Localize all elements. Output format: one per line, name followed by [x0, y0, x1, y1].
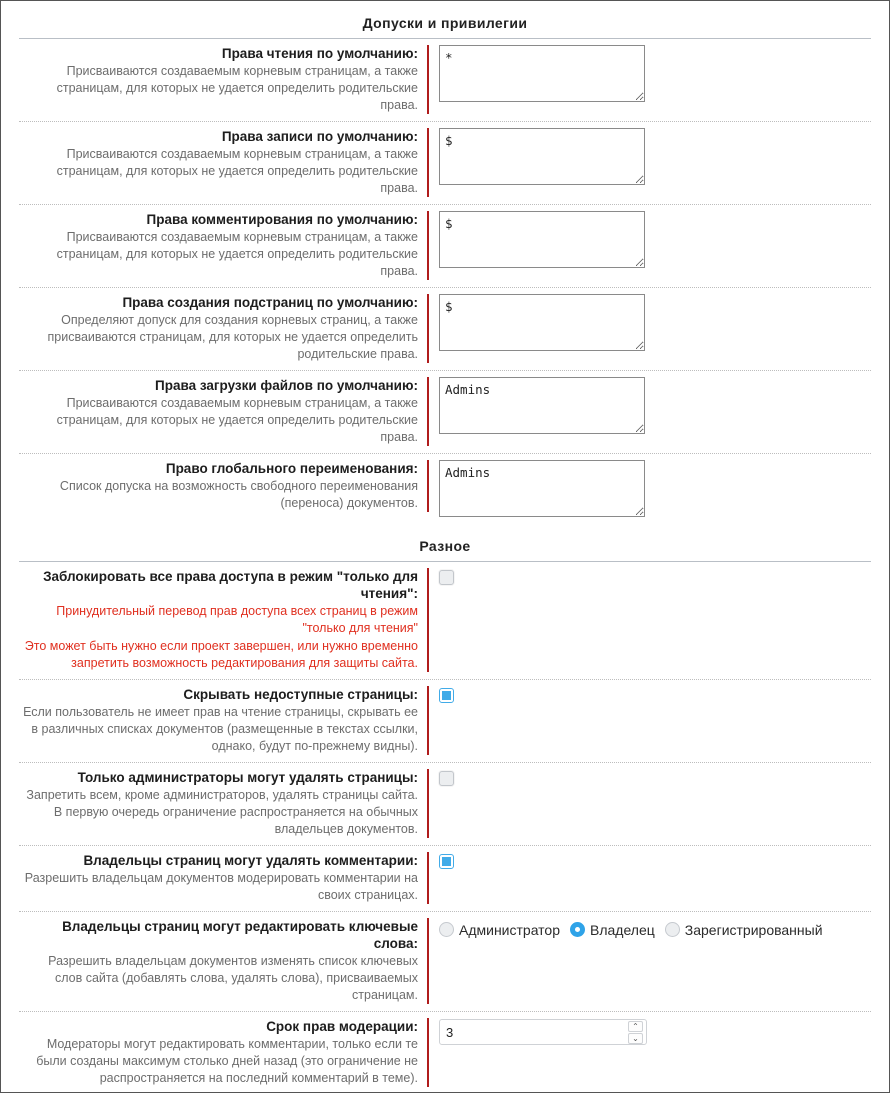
label-column-owners-delete-comments	[19, 852, 429, 904]
section-title-privileges: Допуски и привилегии	[362, 15, 528, 31]
label-column-lock-all-readonly	[19, 568, 429, 672]
field-column-owners-edit-keywords	[429, 918, 871, 942]
textarea-default-file-upload-rights[interactable]	[439, 377, 645, 434]
spinner-buttons-moderation-rights-period	[628, 1021, 643, 1044]
row-title-moderation-rights-period: Срок прав модерации:	[266, 1019, 418, 1034]
textarea-global-rename-right[interactable]	[439, 460, 645, 517]
textarea-default-subpage-create-rights[interactable]	[439, 294, 645, 351]
section-body-misc	[19, 562, 871, 1093]
radio-option-owners-edit-keywords-0[interactable]	[439, 922, 566, 938]
radio-label-owners-edit-keywords-2: Зарегистрированный	[684, 922, 823, 938]
radio-dot-owners-edit-keywords-2[interactable]	[665, 922, 680, 937]
checkbox-only-admins-delete-pages[interactable]	[439, 771, 454, 786]
row-title-default-subpage-create-rights: Права создания подстраниц по умолчанию:	[122, 295, 418, 310]
radio-label-owners-edit-keywords-1: Владелец	[590, 922, 655, 938]
row-description-global-rename-right: Список допуска на возможность свободного переименования (переноса) документов.	[59, 479, 418, 510]
row-title-default-file-upload-rights: Права загрузки файлов по умолчанию:	[155, 378, 418, 393]
row-description-default-file-upload-rights: Присваиваются создаваемым корневым страницам, а также страницам, для которых не удается определить родительские права.	[56, 396, 418, 444]
field-column-only-admins-delete-pages	[429, 769, 871, 789]
settings-row-default-write-rights	[19, 121, 871, 204]
settings-row-default-subpage-create-rights	[19, 287, 871, 370]
number-input-wrapper-moderation-rights-period	[439, 1019, 647, 1045]
row-description-hide-inaccessible-pages: Если пользователь не имеет прав на чтение страницы, скрывать ее в различных списках документов (размещенные в текстах ссылки, однако, будут по-прежнему видны).	[23, 705, 418, 753]
radio-dot-owners-edit-keywords-1[interactable]	[570, 922, 585, 937]
row-description-default-write-rights: Присваиваются создаваемым корневым страницам, а также страницам, для которых не удается определить родительские права.	[56, 147, 418, 195]
settings-row-global-rename-right	[19, 453, 871, 524]
row-title-only-admins-delete-pages: Только администраторы могут удалять страницы:	[77, 770, 418, 785]
checkbox-hide-inaccessible-pages[interactable]	[439, 688, 454, 703]
field-column-default-subpage-create-rights	[429, 294, 871, 351]
settings-sections	[1, 1, 889, 1093]
label-column-global-rename-right	[19, 460, 429, 512]
settings-row-owners-edit-keywords	[19, 911, 871, 1011]
settings-row-hide-inaccessible-pages	[19, 679, 871, 762]
field-column-default-write-rights	[429, 128, 871, 185]
label-column-hide-inaccessible-pages	[19, 686, 429, 755]
field-column-default-file-upload-rights	[429, 377, 871, 434]
field-column-owners-delete-comments	[429, 852, 871, 872]
label-column-default-file-upload-rights	[19, 377, 429, 446]
settings-row-moderation-rights-period	[19, 1011, 871, 1093]
settings-row-lock-all-readonly	[19, 562, 871, 679]
settings-row-default-read-rights	[19, 39, 871, 121]
label-column-default-comment-rights	[19, 211, 429, 280]
field-column-moderation-rights-period	[429, 1018, 871, 1045]
section-body-privileges	[19, 39, 871, 524]
checkbox-owners-delete-comments[interactable]	[439, 854, 454, 869]
row-title-owners-edit-keywords: Владельцы страниц могут редактировать ключевые слова:	[62, 919, 418, 951]
settings-row-default-comment-rights	[19, 204, 871, 287]
checkbox-lock-all-readonly[interactable]	[439, 570, 454, 585]
row-description-lock-all-readonly: Принудительный перевод прав доступа всех страниц в режим "только для чтения"	[56, 604, 418, 635]
label-column-owners-edit-keywords	[19, 918, 429, 1004]
row-description-default-read-rights: Присваиваются создаваемым корневым страницам, а также страницам, для которых не удается определить родительские права.	[56, 64, 418, 112]
radio-label-owners-edit-keywords-0: Администратор	[459, 922, 561, 938]
field-column-hide-inaccessible-pages	[429, 686, 871, 706]
row-title-default-comment-rights: Права комментирования по умолчанию:	[146, 212, 418, 227]
number-input-moderation-rights-period[interactable]	[440, 1020, 608, 1044]
textarea-default-read-rights[interactable]	[439, 45, 645, 102]
field-column-default-comment-rights	[429, 211, 871, 268]
label-column-moderation-rights-period	[19, 1018, 429, 1087]
radio-group-owners-edit-keywords	[439, 918, 871, 942]
label-column-default-subpage-create-rights	[19, 294, 429, 363]
row-description-moderation-rights-period: Модераторы могут редактировать комментарии, только если те были созданы максимум столько дней назад (это ограничение не распространяется на последний комментарий в теме).	[36, 1037, 418, 1085]
row-description-only-admins-delete-pages: Запретить всем, кроме администраторов, удалять страницы сайта. В первую очередь ограничение распространяется на обычных владельцев документов.	[26, 788, 418, 836]
settings-row-only-admins-delete-pages	[19, 762, 871, 845]
row-description-default-comment-rights: Присваиваются создаваемым корневым страницам, а также страницам, для которых не удается определить родительские права.	[56, 230, 418, 278]
row-title-default-write-rights: Права записи по умолчанию:	[221, 129, 418, 144]
label-column-default-read-rights	[19, 45, 429, 114]
row-description-owners-edit-keywords: Разрешить владельцам документов изменять список ключевых слов сайта (добавлять слова, удалять слова), присваиваемых страницам.	[48, 954, 418, 1002]
row-title-owners-delete-comments: Владельцы страниц могут удалять комментарии:	[83, 853, 418, 868]
field-column-default-read-rights	[429, 45, 871, 102]
radio-option-owners-edit-keywords-2[interactable]	[665, 922, 829, 938]
label-column-only-admins-delete-pages	[19, 769, 429, 838]
row-title-hide-inaccessible-pages: Скрывать недоступные страницы:	[183, 687, 418, 702]
radio-dot-owners-edit-keywords-0[interactable]	[439, 922, 454, 937]
section-title-misc: Разное	[419, 538, 471, 554]
row-description-owners-delete-comments: Разрешить владельцам документов модерировать комментарии на своих страницах.	[24, 871, 418, 902]
spinner-up-icon[interactable]: ⌃	[628, 1021, 643, 1032]
row-description-lock-all-readonly: Это может быть нужно если проект завершен, или нужно временно запретить возможность редактирования для защиты сайта.	[24, 639, 418, 670]
textarea-default-comment-rights[interactable]	[439, 211, 645, 268]
spinner-down-icon[interactable]: ⌄	[628, 1033, 643, 1044]
label-column-default-write-rights	[19, 128, 429, 197]
settings-row-owners-delete-comments	[19, 845, 871, 911]
settings-row-default-file-upload-rights	[19, 370, 871, 453]
row-title-default-read-rights: Права чтения по умолчанию:	[221, 46, 418, 61]
row-title-global-rename-right: Право глобального переименования:	[165, 461, 418, 476]
textarea-default-write-rights[interactable]	[439, 128, 645, 185]
row-description-default-subpage-create-rights: Определяют допуск для создания корневых страниц, а также присваиваются страницам, для которых не удается определить родительские права.	[47, 313, 418, 361]
radio-option-owners-edit-keywords-1[interactable]	[570, 922, 661, 938]
field-column-lock-all-readonly	[429, 568, 871, 588]
field-column-global-rename-right	[429, 460, 871, 517]
row-title-lock-all-readonly: Заблокировать все права доступа в режим "только для чтения":	[43, 569, 418, 601]
